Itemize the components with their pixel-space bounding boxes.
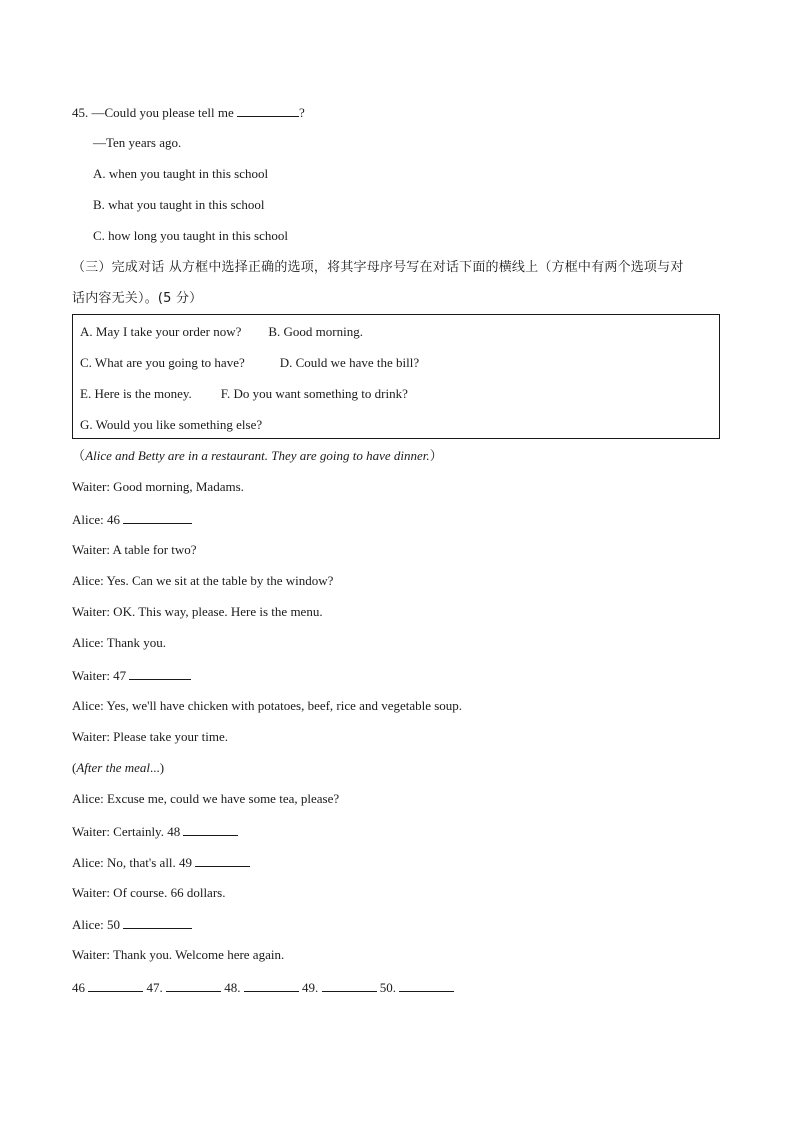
after-meal-text: After the meal — [76, 760, 150, 775]
answer-field-47[interactable] — [166, 979, 221, 992]
q45-option-c: C. how long you taught in this school — [93, 228, 288, 243]
box-option-b: B. Good morning. — [268, 324, 363, 339]
dialogue-line-16: Waiter: Thank you. Welcome here again. — [72, 947, 285, 962]
q45-option-b: B. what you taught in this school — [93, 197, 265, 212]
answer-blank-47[interactable] — [129, 667, 191, 680]
dialogue-line-10: (After the meal...) — [72, 760, 165, 775]
answer-label-47: 47. — [146, 980, 163, 995]
answer-blank-49[interactable] — [195, 854, 250, 867]
box-row-3 — [80, 386, 408, 402]
box-row-2 — [80, 355, 419, 371]
answer-label-50: 50. — [379, 980, 396, 995]
section3-instruction-line2: 话内容无关）。(5 分） — [72, 291, 203, 306]
dialogue-line-5: Waiter: OK. This way, please. Here is the menu. — [72, 604, 323, 619]
box-row-1 — [80, 324, 363, 340]
answer-label-46: 46 — [72, 980, 85, 995]
q45-option-a: A. when you taught in this school — [93, 166, 269, 181]
answer-field-49[interactable] — [322, 979, 377, 992]
dialogue-line-4: Alice: Yes. Can we sit at the table by the window? — [72, 573, 334, 588]
answer-blank-50[interactable] — [123, 916, 192, 929]
dialogue-line-11: Alice: Excuse me, could we have some tea, please? — [72, 791, 340, 806]
dialogue-line-3: Waiter: A table for two? — [72, 542, 197, 557]
scene-text: Alice and Betty are in a restaurant. They are going to have dinner. — [85, 448, 430, 463]
box-option-d: D. Could we have the bill? — [279, 355, 420, 370]
dialogue-line-7: Waiter: 47 — [72, 667, 191, 684]
answer-line — [72, 979, 454, 996]
box-option-c: C. What are you going to have? — [80, 355, 245, 370]
q45-prompt-text: 45. —Could you please tell me — [72, 105, 234, 120]
answer-label-49: 49. — [302, 980, 319, 995]
answer-field-46[interactable] — [88, 979, 143, 992]
answer-field-50[interactable] — [399, 979, 454, 992]
q45-prompt — [72, 104, 305, 121]
dialogue-line-9: Waiter: Please take your time. — [72, 729, 228, 744]
box-option-f: F. Do you want something to drink? — [220, 386, 408, 401]
options-box — [72, 314, 720, 439]
dialogue-line-12: Waiter: Certainly. 48 — [72, 823, 238, 840]
box-option-e: E. Here is the money. — [80, 386, 192, 401]
dialogue-line-13: Alice: No, that's all. 49 — [72, 854, 250, 871]
answer-blank-48[interactable] — [183, 823, 238, 836]
dialogue-line-2: Alice: 46 — [72, 511, 192, 528]
q45-response: —Ten years ago. — [93, 135, 182, 150]
dialogue-line-14: Waiter: Of course. 66 dollars. — [72, 885, 226, 900]
dialogue-line-1: Waiter: Good morning, Madams. — [72, 479, 244, 494]
dialogue-line-6: Alice: Thank you. — [72, 635, 166, 650]
box-option-a: A. May I take your order now? — [80, 324, 242, 339]
box-row-4 — [80, 417, 262, 433]
q45-answer-blank[interactable] — [237, 104, 299, 117]
dialogue-line-15: Alice: 50 — [72, 916, 192, 933]
scene-description: （Alice and Betty are in a restaurant. They are going to have dinner.） — [72, 448, 443, 464]
q45-question-mark: ? — [299, 105, 305, 120]
dialogue-line-8: Alice: Yes, we'll have chicken with potatoes, beef, rice and vegetable soup. — [72, 698, 463, 713]
section3-instruction-line1: （三）完成对话 从方框中选择正确的选项，将其字母序号写在对话下面的横线上（方框中有两个选项与对 — [72, 260, 684, 275]
answer-label-48: 48. — [224, 980, 241, 995]
answer-field-48[interactable] — [244, 979, 299, 992]
answer-blank-46[interactable] — [123, 511, 192, 524]
box-option-g: G. Would you like something else? — [80, 417, 263, 432]
